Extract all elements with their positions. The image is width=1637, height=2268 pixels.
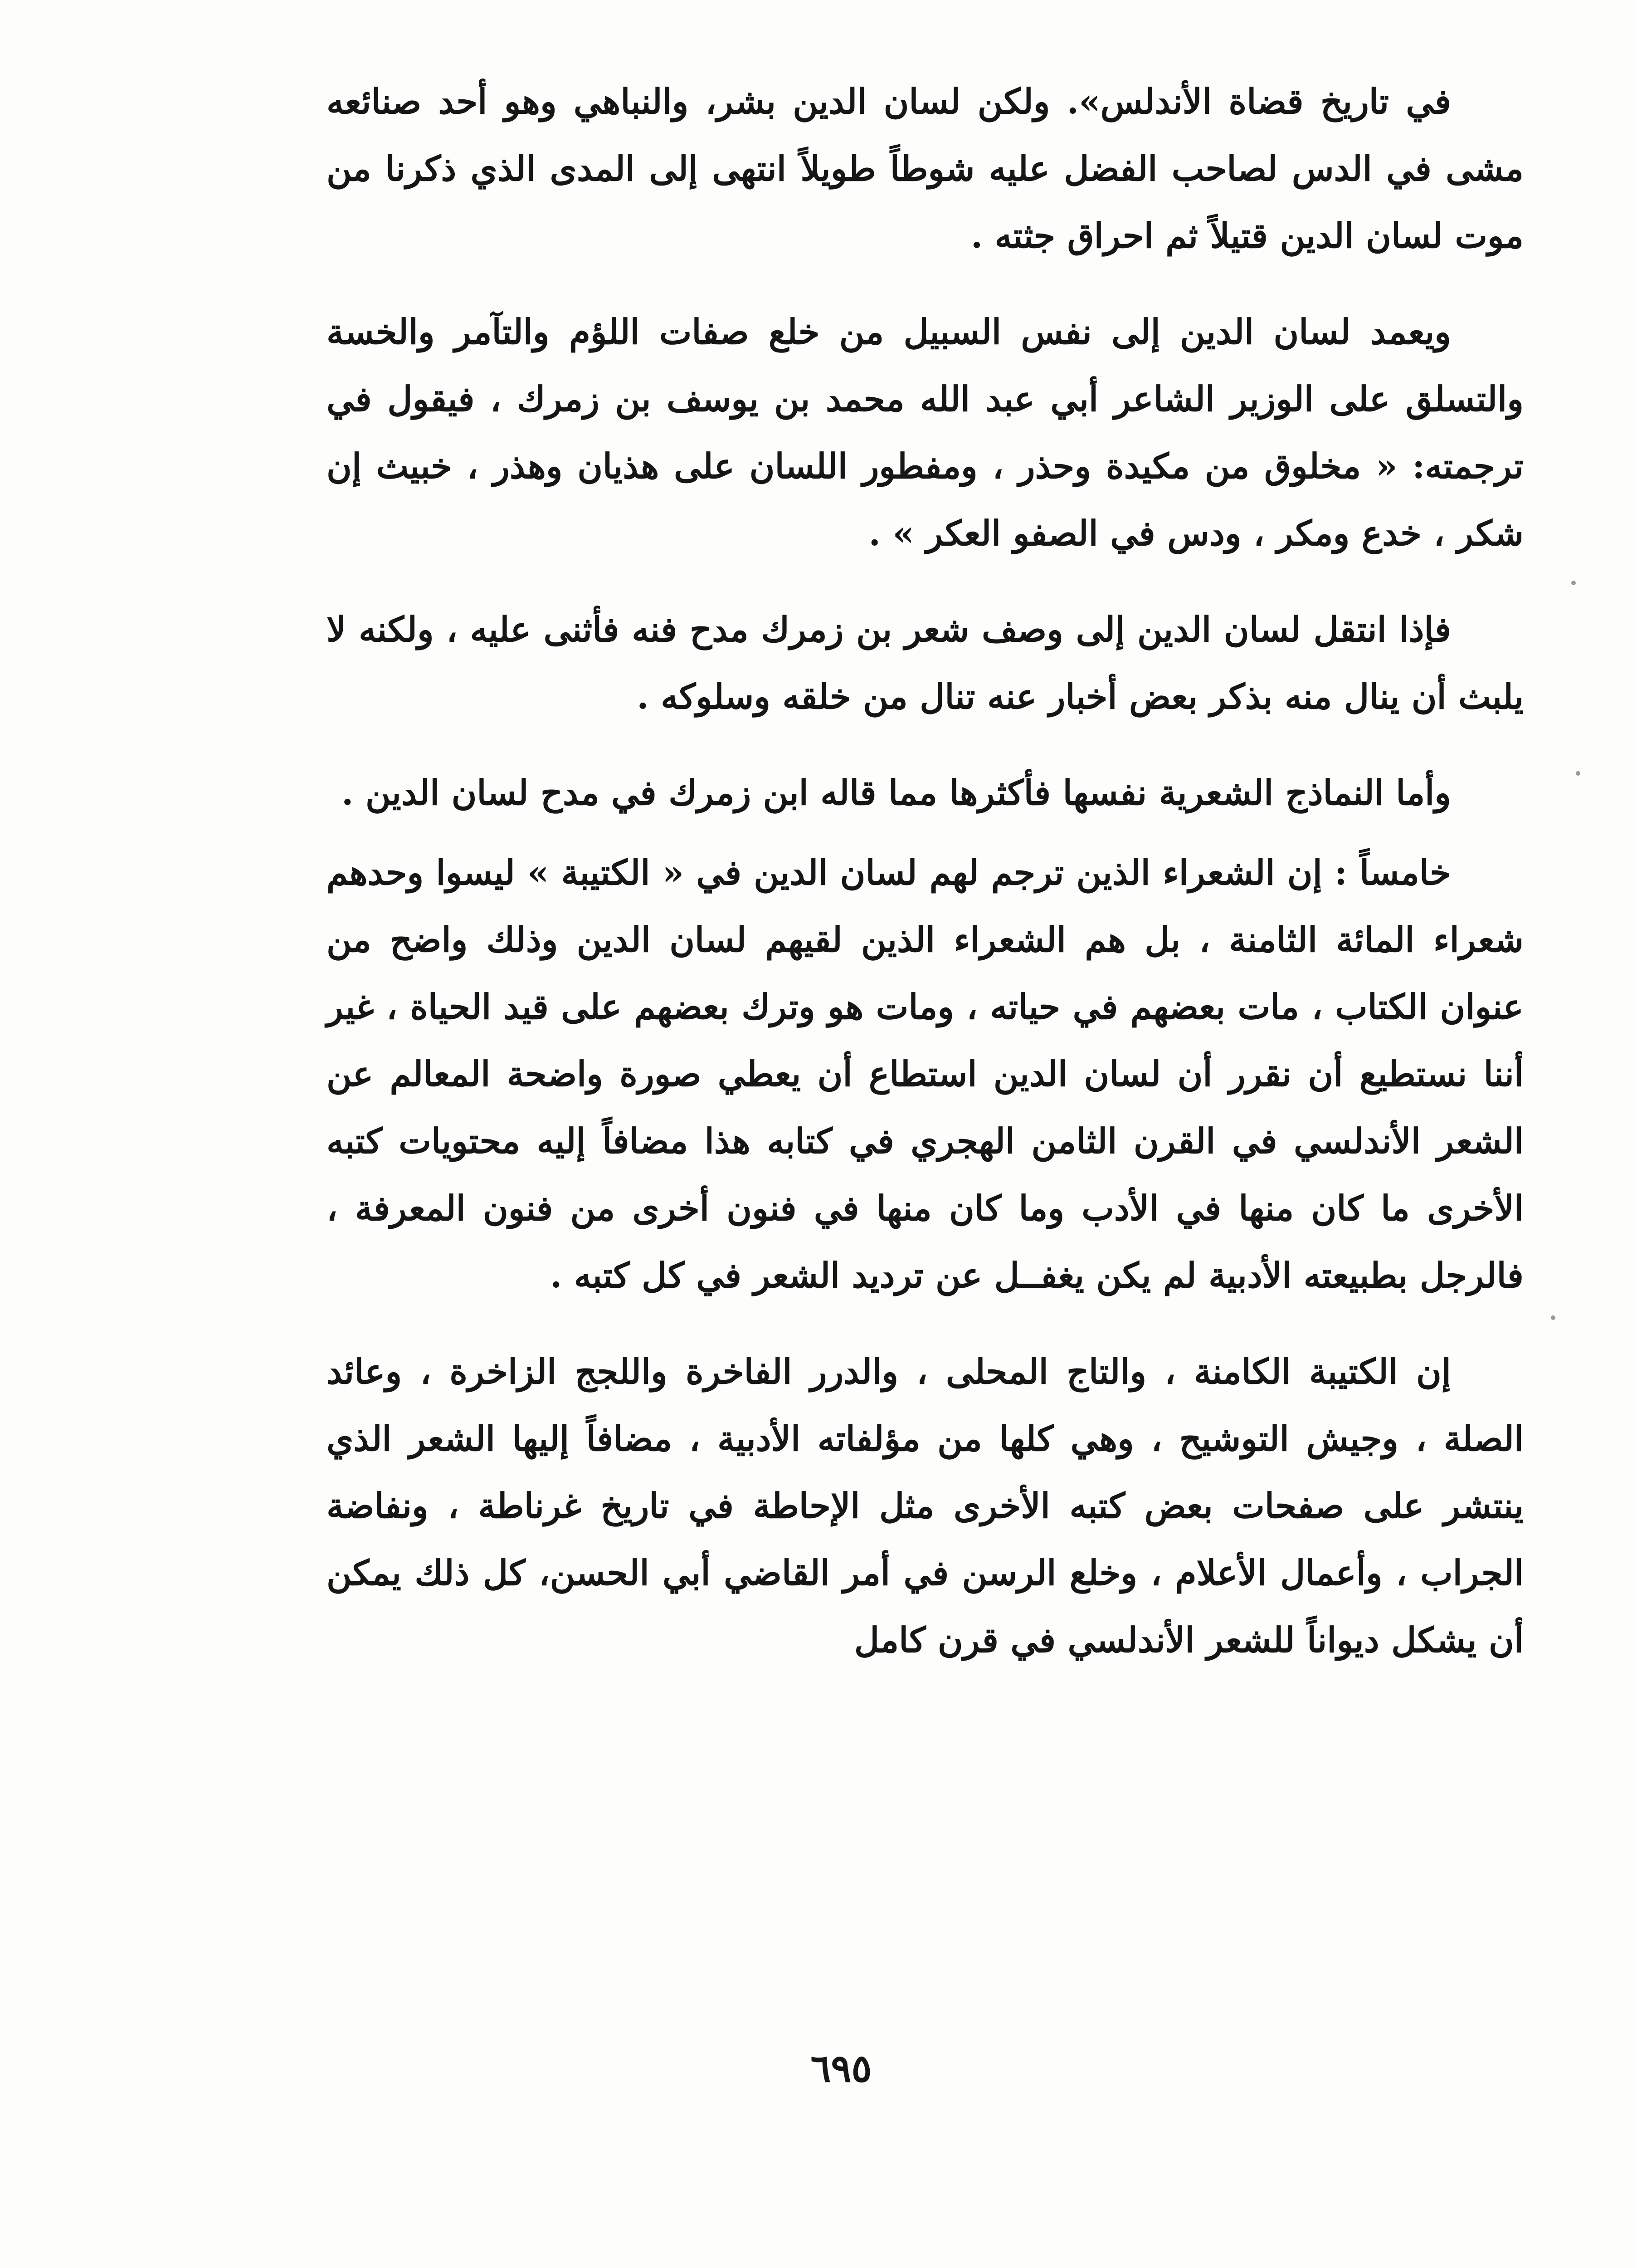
paragraph-line: وعائد الصلة ، وجيش التوشيح ، وهي كلها من مؤلفاته الأدبية ، مضافاً إليها [326, 1351, 1524, 1459]
paragraph-line: خبيث إن شكر ، خدع ومكر ، ودس في الصفو العكر » . [326, 446, 1524, 553]
section-lead-word: خامساً [1359, 852, 1451, 893]
paragraph-line: على قيد الحياة ، غير أننا نستطيع أن نقرر أن لسان الدين استطاع أن يعطي [326, 987, 1524, 1094]
paragraph-line: في فنون أخرى من فنون المعرفة ، فالرجل بطبيعته الأدبية لم يكن يغفــل عن [326, 1188, 1524, 1295]
paragraph-2 [326, 298, 1524, 567]
paragraph-line: من موت لسان الدين قتيلاً ثم احراق جثته . [326, 148, 1524, 256]
paragraph-line: هذا مضافاً إليه محتويات كتبه الأخرى ما كان منها في الأدب وما كان منها [326, 1121, 1524, 1228]
paragraph-line: إن الكتيبة الكامنة ، والتاج المحلى ، والدرر الفاخرة واللجج الزاخرة ، [420, 1351, 1451, 1392]
paragraph-6 [326, 1338, 1524, 1674]
paragraph-3 [326, 596, 1524, 730]
paragraph-line: واضح من عنوان الكتاب ، مات بعضهم في حياته ، ومات هو وترك بعضهم [326, 919, 1524, 1027]
paragraph-line: وحدهم شعراء المائة الثامنة ، بل هم الشعراء الذين لقيهم لسان الدين وذلك [326, 852, 1524, 960]
paragraph-5 [326, 839, 1524, 1309]
paragraph-line: الشعر الذي ينتشر على صفحات بعض كتبه الأخرى مثل الإحاطة في تاريخ [326, 1418, 1524, 1526]
scan-speck [1576, 771, 1580, 776]
paragraph-line: فإذا انتقل لسان الدين إلى وصف شعر بن زمرك مدح فنه فأثنى عليه ، [446, 609, 1451, 650]
paragraph-line: في تاريخ قضاة الأندلس». ولكن لسان الدين بشر، والنباهي وهو أحد صنائعه [326, 81, 1451, 122]
body-text [326, 68, 1524, 1674]
paragraph-4 [326, 759, 1524, 826]
paragraph-1 [326, 68, 1524, 269]
paragraph-line: أبي الحسن، كل ذلك يمكن أن يشكل ديواناً للشعر الأندلسي في قرن كامل [326, 1553, 1524, 1660]
paragraph-line: ويعمد لسان الدين إلى نفس السبيل من خلع صفات اللؤم والتآمر والخسة [326, 312, 1451, 352]
page-number: ٦٩٥ [810, 2046, 872, 2091]
paragraph-line: والتسلق على الوزير الشاعر أبي عبد الله محمد بن يوسف بن زمرك ، فيقول [387, 379, 1524, 419]
paragraph-line: مشى في الدس لصاحب الفضل عليه شوطاً طويلاً انتهى إلى المدى الذي ذكرنا [385, 148, 1524, 189]
scan-speck [1551, 1315, 1555, 1320]
paragraph-line: : إن الشعراء الذين ترجم لهم لسان الدين في « الكتيبة » ليسوا [436, 852, 1360, 893]
paragraph-line: ولكنه لا يلبث أن ينال منه بذكر بعض أخبار عنه تنال من خلقه وسلوكه . [326, 609, 1524, 717]
paragraph-line: غرناطة ، ونفاضة الجراب ، وأعمال الأعلام ، وخلع الرسن في أمر القاضي [326, 1486, 1524, 1593]
paragraph-line: ترديد الشعر في كل كتبه . [550, 1255, 924, 1295]
paragraph-line: وأما النماذج الشعرية نفسها فأكثرها مما قاله ابن زمرك في مدح لسان الدين . [341, 772, 1451, 813]
scan-speck [1571, 581, 1576, 585]
paragraph-line: في ترجمته: « مخلوق من مكيدة وحذر ، ومفطور اللسان على هذيان وهذر ، [326, 379, 1524, 486]
paragraph-line: صورة واضحة المعالم عن الشعر الأندلسي في القرن الثامن الهجري في كتابه [326, 1054, 1524, 1161]
